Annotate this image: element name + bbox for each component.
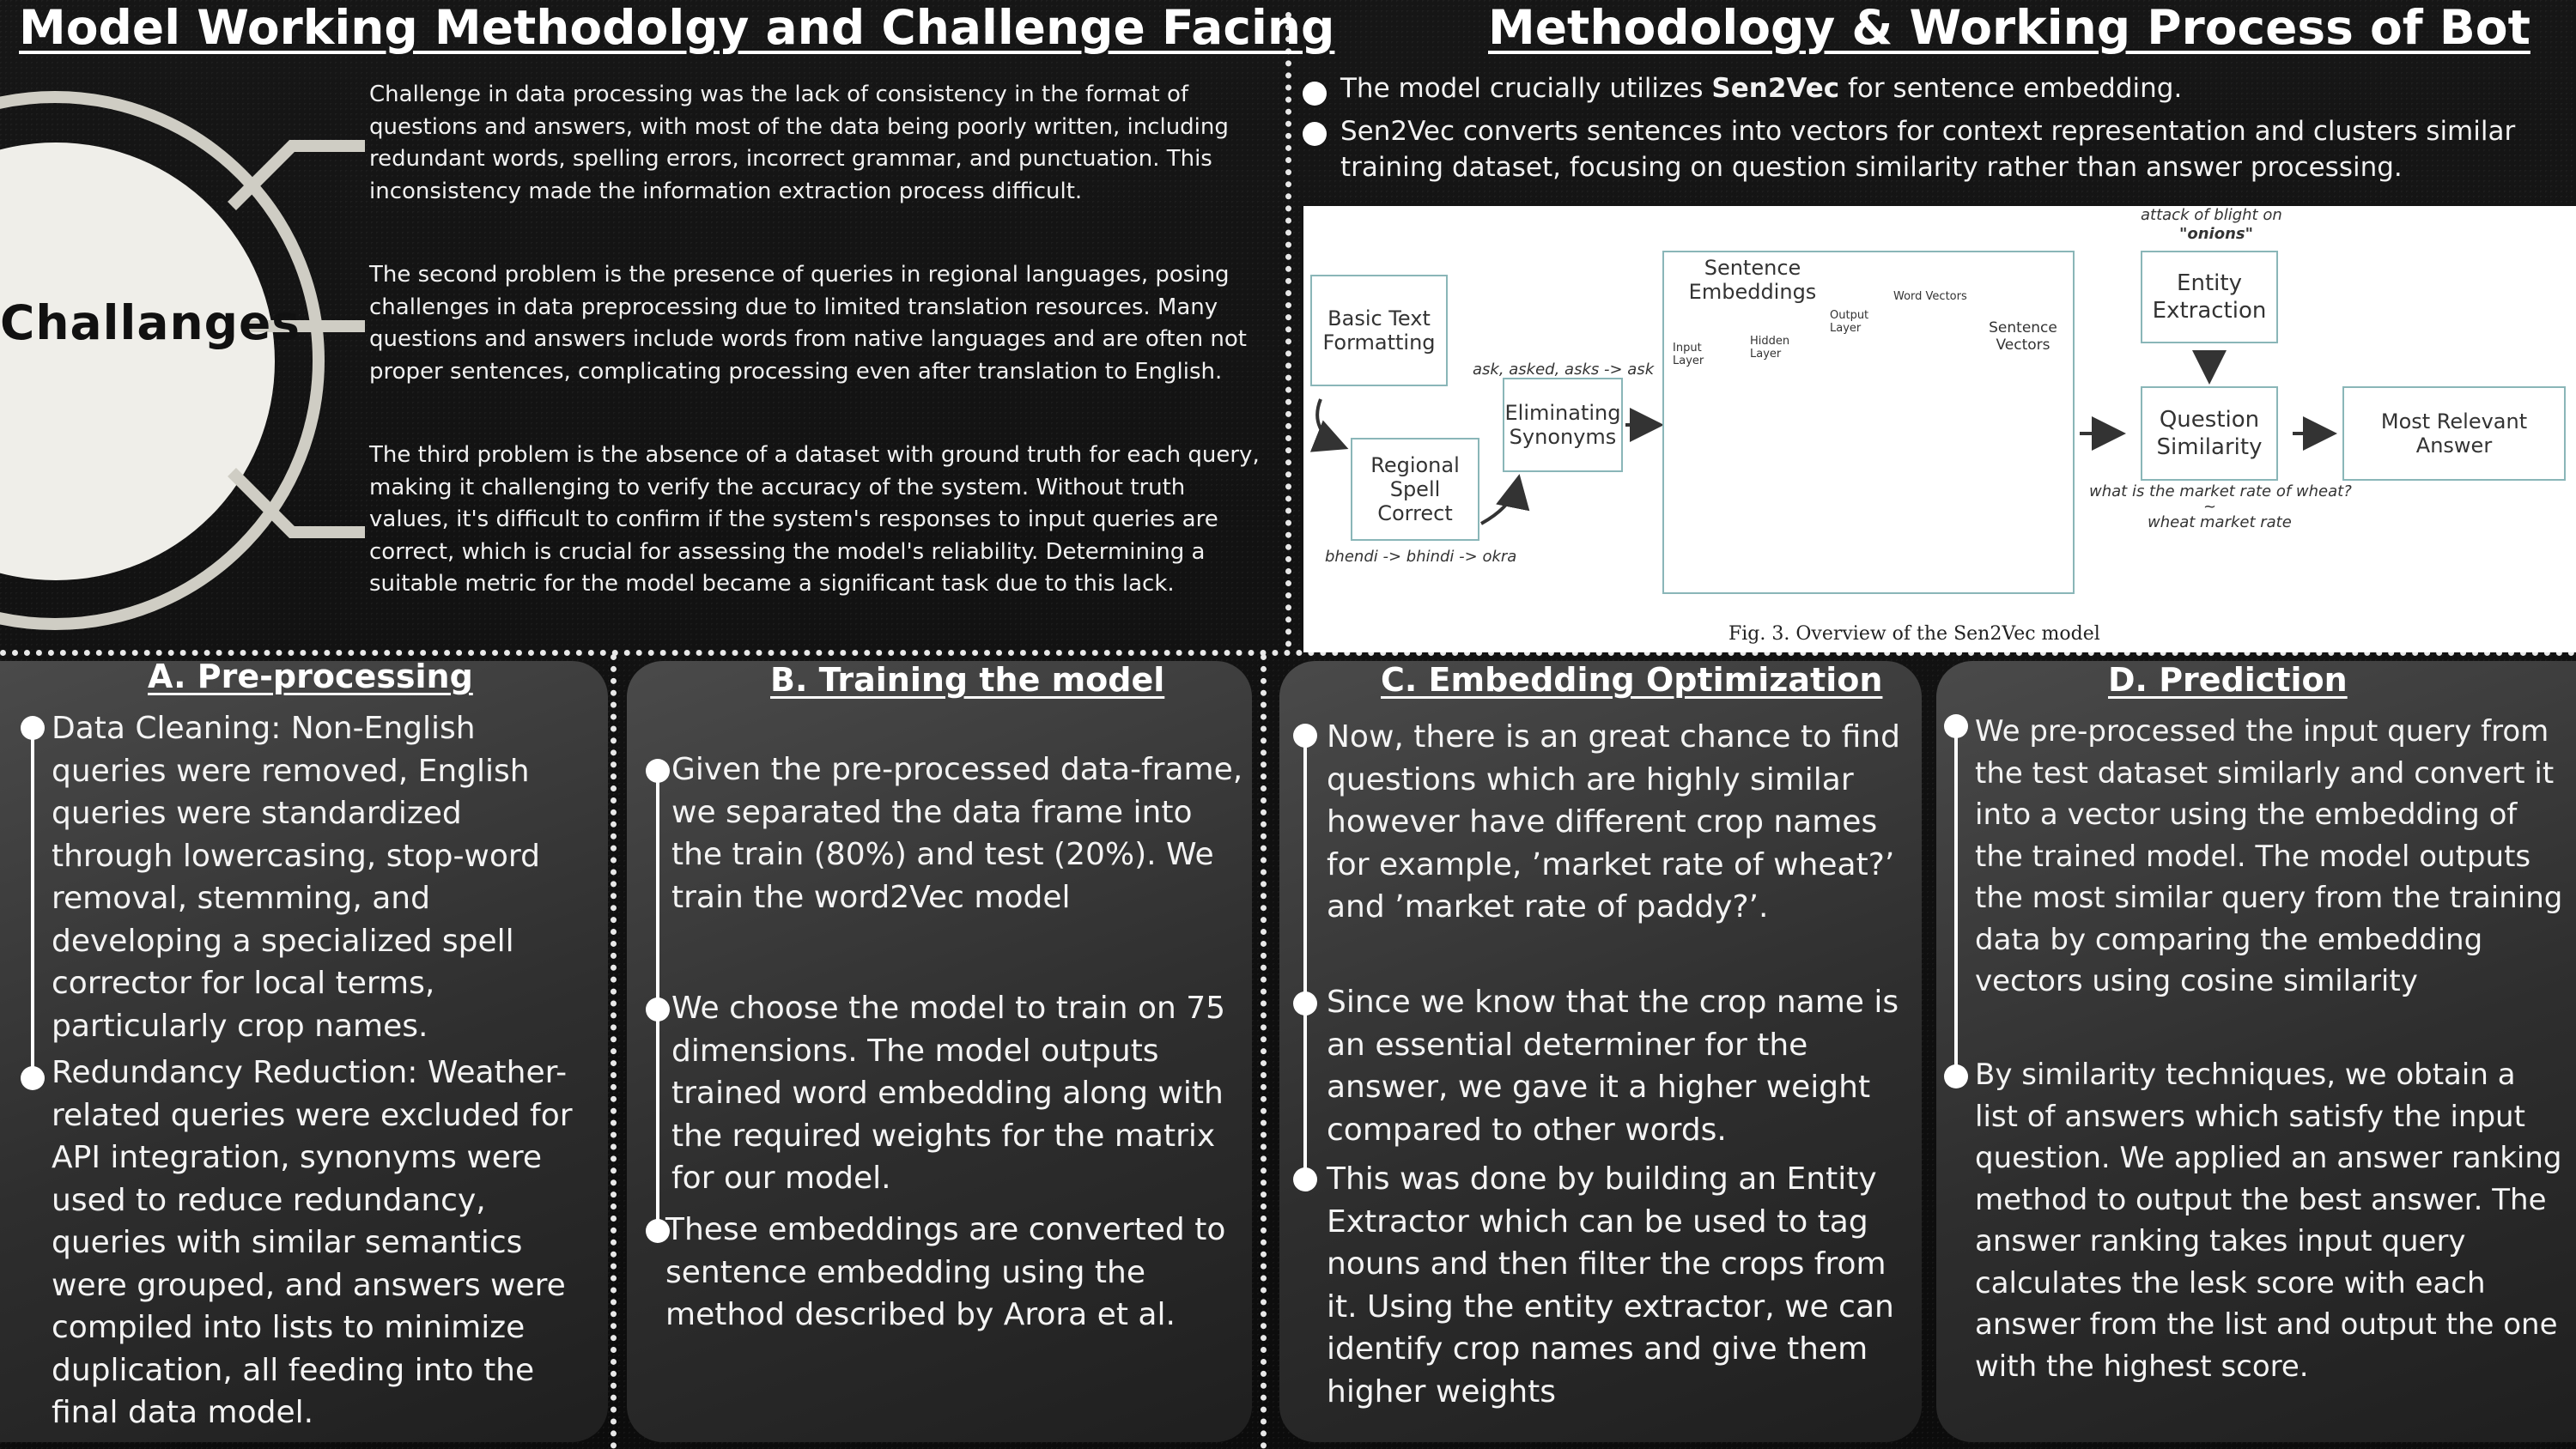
attack-example-line1: attack of blight on <box>2141 206 2282 224</box>
bullet-dot <box>1303 82 1327 106</box>
bullet-dot <box>646 759 670 783</box>
bullet-dot <box>21 1066 45 1090</box>
challenge-paragraph-1: Challenge in data processing was the lack of consistency in the format of questions and answers, with most of the data being poorly written, including redundant words, spelling errors, incorrect grammar, and punctuation. This inconsistency made the information extraction process difficult. <box>369 82 1229 204</box>
panel-c-timeline <box>1303 745 1307 1185</box>
ask-example: ask, asked, asks -> ask <box>1473 361 1655 379</box>
panel-d-bullet-1: We pre-processed the input query from the test dataset similarly and convert it into a vector using the embedding of the trained model. The model outputs the most similar query from the training data by comparing the embedding vectors using cosine similarity <box>1975 714 2563 998</box>
entity-extraction-box: Entity Extraction <box>2141 251 2278 343</box>
panel-b-title: B. Training the model <box>770 661 1165 699</box>
panel-c-bullet-1: Now, there is an great chance to find questions which are highly similar however have different crop names for example, ’market rate of wheat?’ and ’market rate of paddy?’. <box>1327 719 1900 925</box>
similarity-tilde: ~ <box>2203 498 2217 516</box>
challenges-label: Challanges <box>0 295 301 350</box>
sen2vec-figure <box>1303 206 2576 652</box>
bullet-dot <box>1303 122 1327 146</box>
sentence-embeddings-box <box>1662 251 2075 594</box>
attack-example-line2: "onions" <box>2179 225 2254 243</box>
panel-a-timeline <box>31 728 34 1078</box>
bot-bullet-2: Sen2Vec converts sentences into vectors for context representation and clusters similar training dataset, focusing on question similarity rather than answer processing. <box>1340 116 2516 183</box>
bot-bullet-1 <box>1340 70 2568 106</box>
top-center-divider <box>1285 12 1291 647</box>
market-answer-example: wheat market rate <box>2148 513 2292 531</box>
question-similarity-box: Question Similarity <box>2141 386 2278 481</box>
panel-a-title: A. Pre-processing <box>148 658 473 695</box>
word-vectors-label: Word Vectors <box>1893 290 1967 303</box>
bhendi-example: bhendi -> bhindi -> okra <box>1325 548 1517 566</box>
right-title: Methodology & Working Process of Bot <box>1488 0 2530 55</box>
panel-c-bullet-3: This was done by building an Entity Extractor which can be used to tag nouns and then filter the crops from it. Using the entity extractor, we can identify crop names and give them higher weights <box>1327 1161 1894 1410</box>
divider-ab <box>611 654 617 1449</box>
hidden-layer-label: Hidden Layer <box>1750 335 1790 361</box>
divider-bc <box>1261 654 1267 1449</box>
left-title: Model Working Methodolgy and Challenge Facing <box>19 0 1335 55</box>
panel-b-bullet-2: We choose the model to train on 75 dimensions. The model outputs trained word embedding along with the required weights for the matrix for our model. <box>671 991 1226 1196</box>
panel-d-timeline <box>1954 737 1958 1078</box>
sentence-embeddings-label: Sentence Embeddings <box>1688 256 1817 304</box>
challenge-paragraph-3: The third problem is the absence of a dataset with ground truth for each query, making it challenging to verify the accuracy of the system. Without truth values, it's difficult to confirm if the system's responses to input queries are correct, which is crucial for assessing the model's reliability. Determining a suitable metric for the model became a significant task due to this lack. <box>369 442 1260 597</box>
bullet-dot <box>1293 724 1317 748</box>
panel-b-bullet-3: These embeddings are converted to sentence embedding using the method described by Arora et al. <box>665 1212 1226 1332</box>
panel-d-bullet-2: By similarity techniques, we obtain a list of answers which satisfy the input question. We applied an answer ranking method to output the best answer. The answer ranking takes input query calculates the lesk score with each answer from the list and output the one with the highest score. <box>1975 1058 2562 1384</box>
basic-text-formatting-box: Basic Text Formatting <box>1310 275 1448 386</box>
bullet-dot <box>1293 991 1317 1016</box>
sen2vec-bold: Sen2Vec <box>1711 73 1840 104</box>
eliminating-synonyms-box: Eliminating Synonyms <box>1503 378 1623 472</box>
most-relevant-answer-box: Most Relevant Answer <box>2342 386 2566 481</box>
panel-a-bullet-2: Redundancy Reduction: Weather-related queries were excluded for API integration, synonyms were used to reduce redundancy, queries with similar semantics were grouped, and answers were compiled into lists to minimize duplication, all feeding into the final data model. <box>52 1055 573 1430</box>
bullet-dot <box>1944 1064 1968 1088</box>
panel-a-bullet-1: Data Cleaning: Non-English queries were removed, English queries were standardized through lowercasing, stop-word removal, stemming, and developing a specialized spell corrector for local terms, particularly crop names. <box>52 711 540 1044</box>
bullet-dot <box>1944 714 1968 738</box>
challenge-paragraph-2: The second problem is the presence of queries in regional languages, posing challenges in data preprocessing due to limited translation resources. Many questions and answers include words from native languages and are often not proper sentences, complicating processing even after translation to English. <box>369 262 1247 385</box>
bullet-dot <box>646 997 670 1022</box>
regional-spell-correct-box: Regional Spell Correct <box>1351 438 1479 541</box>
sentence-vectors-label: Sentence Vectors <box>1989 319 2057 354</box>
input-layer-label: Input Layer <box>1673 342 1704 367</box>
challenges-connector-lines <box>215 103 369 618</box>
panel-c-bullet-2: Since we know that the crop name is an essential determiner for the answer, we gave it a higher weight compared to other words. <box>1327 985 1899 1148</box>
bullet-dot <box>1293 1167 1317 1191</box>
bot-bullet-1-post: for sentence embedding. <box>1839 73 2183 104</box>
panel-d-title: D. Prediction <box>2108 661 2348 699</box>
figure-caption: Fig. 3. Overview of the Sen2Vec model <box>1728 623 2100 645</box>
panel-b-bullet-1: Given the pre-processed data-frame, we separated the data frame into the train (80%) and test (20%). We train the word2Vec model <box>671 752 1243 915</box>
bullet-dot <box>21 716 45 740</box>
bot-bullet-1-pre: The model crucially utilizes <box>1340 73 1712 104</box>
output-layer-label: Output Layer <box>1830 309 1869 335</box>
panel-c-title: C. Embedding Optimization <box>1381 661 1883 699</box>
market-question-example: what is the market rate of wheat? <box>2089 482 2352 500</box>
